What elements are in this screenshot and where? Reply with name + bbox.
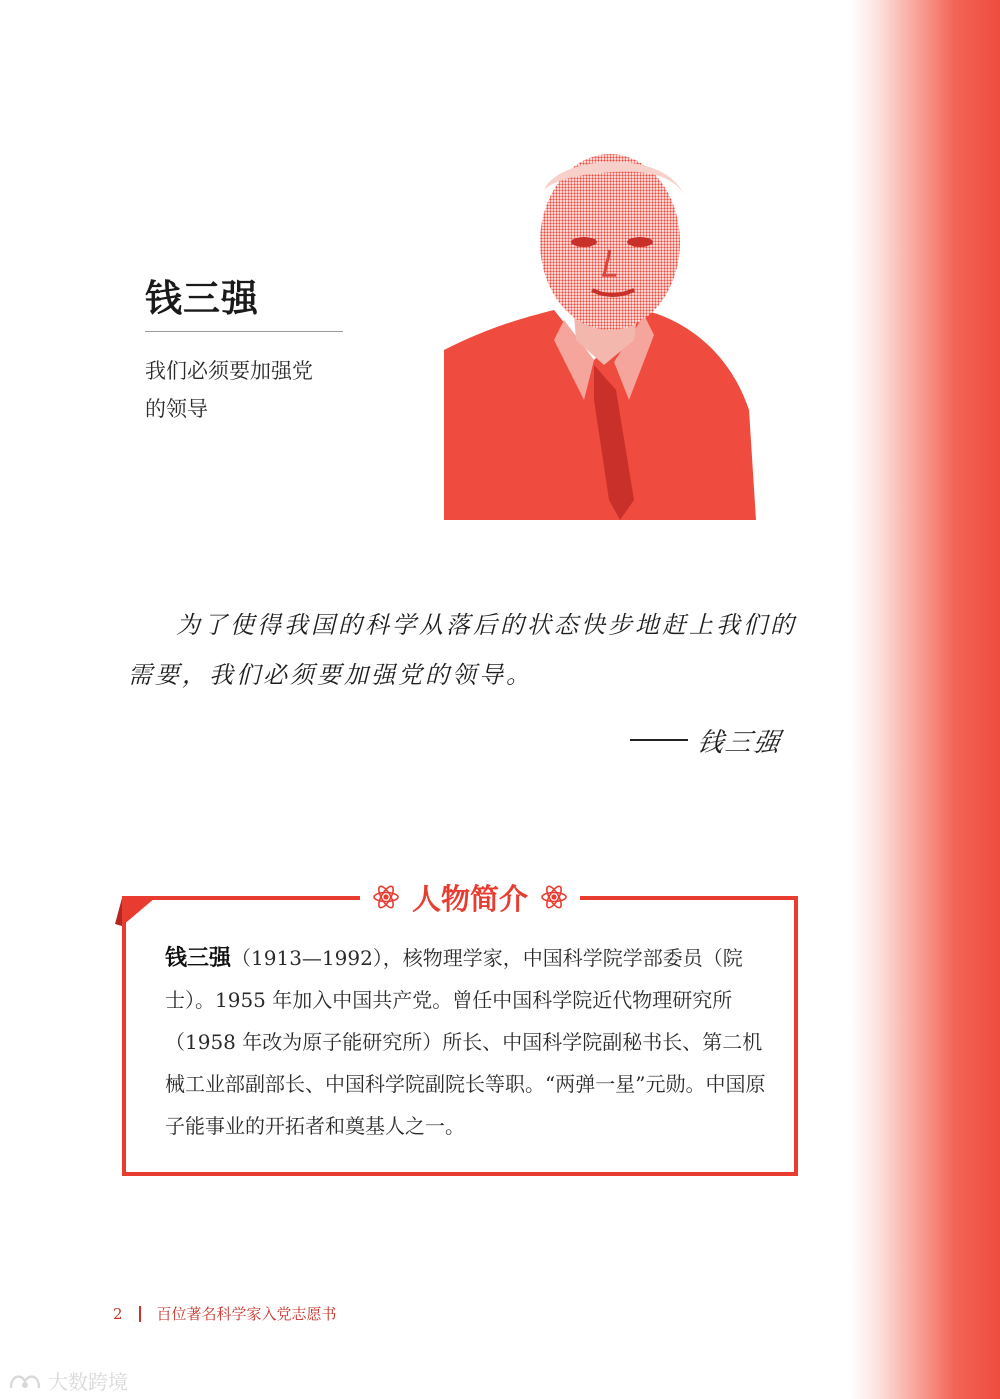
profile-subtitle [145, 352, 385, 428]
atom-icon [372, 883, 400, 911]
watermark [8, 1366, 128, 1395]
atom-icon [540, 883, 568, 911]
side-color-band [850, 0, 1000, 1399]
handwritten-quote: 为了使得我国的科学从落后的状态快步地赶上我们的需要，我们必须要加强党的领导。 [128, 611, 797, 689]
page-number: 2 [113, 1304, 123, 1323]
subtitle-line-1: 我们必须要加强党 [145, 359, 313, 383]
name-divider [145, 331, 343, 332]
signature-text: 钱三强 [694, 727, 785, 758]
book-title: 百位著名科学家入党志愿书 [156, 1305, 337, 1323]
bio-heading [360, 873, 580, 921]
quote-signature [630, 718, 785, 762]
bio-heading-text: 人物简介 [412, 881, 529, 916]
bio-frame-corner-fold [115, 898, 155, 928]
footer-separator [139, 1306, 141, 1322]
portrait-image [444, 150, 756, 520]
page-footer [113, 1303, 337, 1324]
subtitle-line-2: 的领导 [145, 397, 208, 421]
signature-dash [630, 739, 688, 741]
bio-name: 钱三强 [165, 945, 232, 971]
watermark-logo-icon [8, 1370, 42, 1392]
bio-body: （1913—1992），核物理学家，中国科学院学部委员（院士）。1955 年加入中国共产党。曾任中国科学院近代物理研究所（1958 年改为原子能研究所）所长、中国科学院副秘书长、第二机械工业部副部长、中国科学院副院长等职。“两弹一星”元勋。中国原子能事业的开拓者和奠基人之一。 [165, 946, 766, 1138]
profile-name: 钱三强 [145, 276, 259, 320]
watermark-text: 大数跨境 [48, 1370, 128, 1394]
bio-paragraph [165, 937, 770, 1147]
